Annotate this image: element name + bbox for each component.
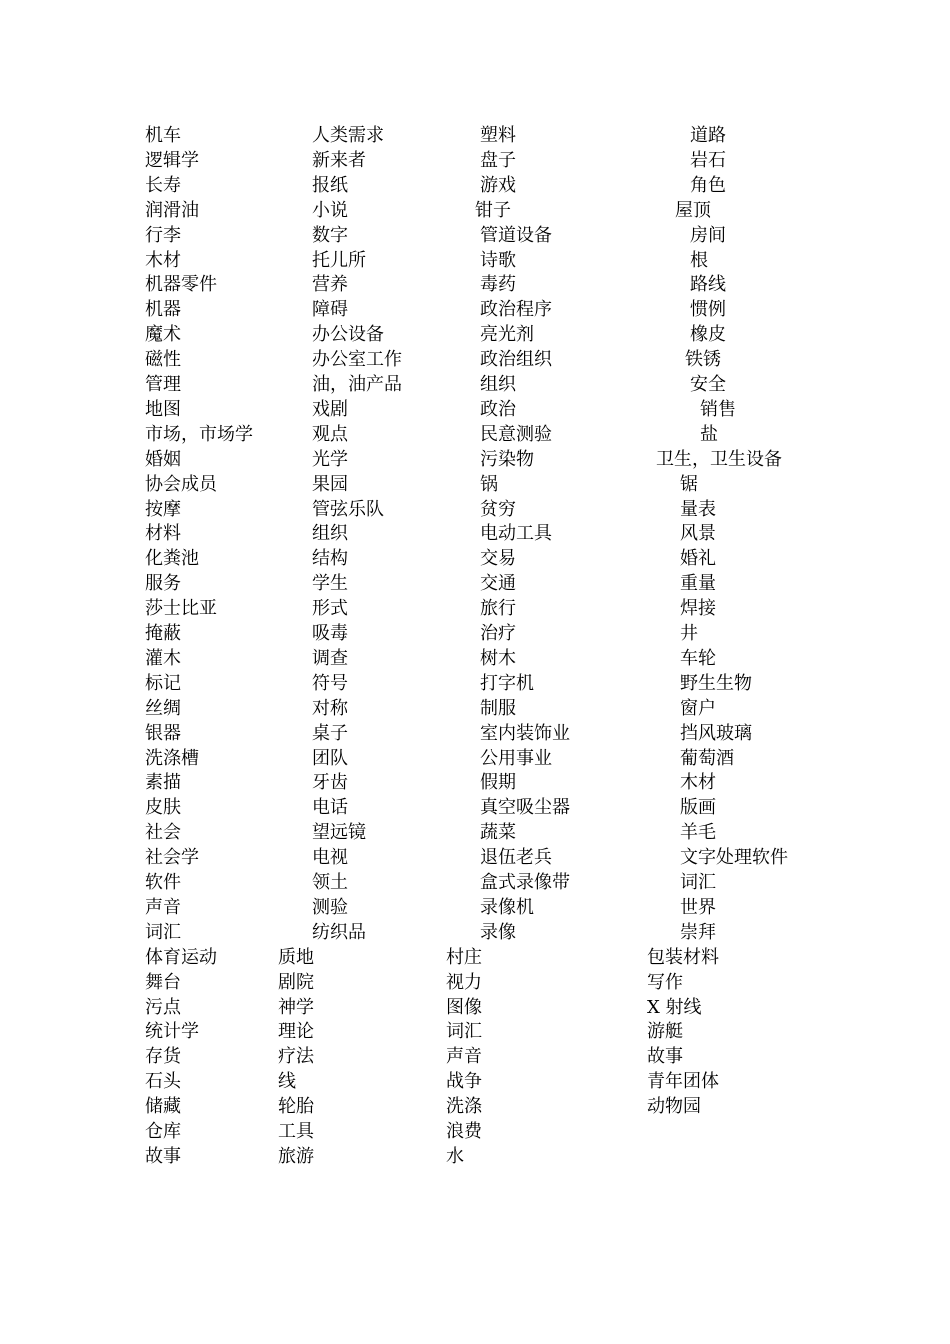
word-cell: 魔术 xyxy=(145,324,181,346)
word-cell: 文字处理软件 xyxy=(680,847,788,869)
word-cell: 调查 xyxy=(312,647,348,669)
word-cell: 协会成员 xyxy=(145,473,217,495)
word-cell: 吸毒 xyxy=(312,623,348,644)
word-cell: 领土 xyxy=(312,872,348,893)
word-cell: 对称 xyxy=(312,697,348,719)
word-cell: 塑料 xyxy=(480,125,516,146)
word-cell: 交通 xyxy=(480,573,516,595)
word-cell: 声音 xyxy=(145,896,181,918)
word-cell: 政治组织 xyxy=(480,349,552,371)
word-cell: 动物园 xyxy=(647,1096,701,1118)
word-row xyxy=(0,398,950,423)
word-cell: 销售 xyxy=(700,398,736,420)
word-row xyxy=(0,647,950,672)
word-row xyxy=(0,971,950,996)
word-cell: 版画 xyxy=(680,797,716,819)
word-row xyxy=(0,1095,950,1120)
word-cell: 锅 xyxy=(480,473,498,495)
word-cell: 洗涤槽 xyxy=(145,747,199,769)
word-cell: 井 xyxy=(680,623,698,644)
word-cell: 疗法 xyxy=(278,1046,314,1068)
word-cell: 仓库 xyxy=(145,1121,181,1142)
word-row xyxy=(0,771,950,796)
word-cell: 污点 xyxy=(145,996,181,1018)
word-cell: 管弦乐队 xyxy=(312,498,384,520)
word-row xyxy=(0,348,950,373)
word-cell: 岩石 xyxy=(690,149,726,171)
word-cell: 结构 xyxy=(312,548,348,570)
word-cell: 房间 xyxy=(690,224,726,246)
word-row xyxy=(0,522,950,547)
word-row xyxy=(0,846,950,871)
word-cell: 盒式录像带 xyxy=(480,872,570,893)
word-row xyxy=(0,1020,950,1045)
word-cell: 车轮 xyxy=(680,647,716,669)
word-cell: 团队 xyxy=(312,747,348,769)
word-cell: 桌子 xyxy=(312,722,348,744)
word-cell: 室内装饰业 xyxy=(480,722,570,744)
word-cell: 剧院 xyxy=(278,971,314,993)
word-row xyxy=(0,1145,950,1170)
word-cell: 毒药 xyxy=(480,274,516,296)
word-cell: X 射线 xyxy=(647,996,702,1018)
word-cell: 按摩 xyxy=(145,498,181,520)
word-cell: 盘子 xyxy=(480,149,516,171)
word-cell: 木材 xyxy=(145,249,181,271)
word-cell: 电话 xyxy=(312,797,348,819)
word-cell: 管道设备 xyxy=(480,224,552,246)
word-cell: 木材 xyxy=(680,772,716,794)
word-cell: 符号 xyxy=(312,672,348,694)
word-cell: 蔬菜 xyxy=(480,822,516,844)
word-cell: 风景 xyxy=(680,523,716,545)
word-cell: 锯 xyxy=(680,473,698,495)
word-cell: 制服 xyxy=(480,697,516,719)
word-cell: 托儿所 xyxy=(312,249,366,271)
word-cell: 莎士比亚 xyxy=(145,598,217,620)
word-cell: 葡萄酒 xyxy=(680,747,734,769)
word-cell: 野生生物 xyxy=(680,672,752,694)
word-cell: 学生 xyxy=(312,573,348,595)
word-cell: 打字机 xyxy=(480,672,534,694)
word-cell: 焊接 xyxy=(680,598,716,620)
word-cell: 磁性 xyxy=(145,349,181,371)
word-cell: 掩蔽 xyxy=(145,623,181,644)
word-cell: 轮胎 xyxy=(278,1096,314,1118)
word-cell: 洗涤 xyxy=(446,1096,482,1118)
word-cell: 办公室工作 xyxy=(312,349,402,371)
word-cell: 卫生，卫生设备 xyxy=(656,448,782,470)
word-cell: 机车 xyxy=(145,125,181,146)
word-row xyxy=(0,871,950,896)
word-row xyxy=(0,946,950,971)
word-cell: 行李 xyxy=(145,224,181,246)
word-cell: 盐 xyxy=(700,423,718,445)
word-row xyxy=(0,547,950,572)
word-cell: 婚姻 xyxy=(145,448,181,470)
word-cell: 挡风玻璃 xyxy=(680,722,752,744)
word-cell: 电视 xyxy=(312,847,348,869)
word-cell: 诗歌 xyxy=(480,249,516,271)
word-cell: 人类需求 xyxy=(312,125,384,146)
word-cell: 组织 xyxy=(480,374,516,395)
word-cell: 量表 xyxy=(680,498,716,520)
word-cell: 石头 xyxy=(145,1071,181,1093)
word-cell: 惯例 xyxy=(690,299,726,321)
word-row xyxy=(0,1045,950,1070)
word-cell: 素描 xyxy=(145,772,181,794)
word-cell: 报纸 xyxy=(312,174,348,196)
word-cell: 果园 xyxy=(312,473,348,495)
word-cell: 树木 xyxy=(480,647,516,669)
word-cell: 词汇 xyxy=(680,872,716,893)
word-cell: 道路 xyxy=(690,125,726,146)
word-row xyxy=(0,821,950,846)
word-cell: 机器 xyxy=(145,299,181,321)
word-cell: 图像 xyxy=(446,996,482,1018)
word-cell: 小说 xyxy=(312,199,348,221)
word-cell: 路线 xyxy=(690,274,726,296)
word-cell: 视力 xyxy=(446,971,482,993)
word-cell: 婚礼 xyxy=(680,548,716,570)
word-row xyxy=(0,298,950,323)
word-cell: 理论 xyxy=(278,1021,314,1043)
word-cell: 橡皮 xyxy=(690,324,726,346)
word-cell: 角色 xyxy=(690,174,726,196)
word-cell: 质地 xyxy=(278,946,314,968)
word-cell: 统计学 xyxy=(145,1021,199,1043)
word-cell: 世界 xyxy=(680,896,716,918)
word-cell: 故事 xyxy=(647,1046,683,1068)
word-cell: 词汇 xyxy=(446,1021,482,1043)
word-row xyxy=(0,672,950,697)
word-cell: 地图 xyxy=(145,398,181,420)
word-cell: 浪费 xyxy=(446,1121,482,1142)
word-cell: 录像机 xyxy=(480,896,534,918)
word-cell: 亮光剂 xyxy=(480,324,534,346)
word-cell: 写作 xyxy=(647,971,683,993)
word-cell: 材料 xyxy=(145,523,181,545)
word-cell: 钳子 xyxy=(475,199,511,221)
word-row xyxy=(0,323,950,348)
word-row xyxy=(0,796,950,821)
word-cell: 软件 xyxy=(145,872,181,893)
word-cell: 民意测验 xyxy=(480,423,552,445)
word-row xyxy=(0,747,950,772)
word-cell: 游戏 xyxy=(480,174,516,196)
word-cell: 戏剧 xyxy=(312,398,348,420)
word-row xyxy=(0,224,950,249)
word-cell: 羊毛 xyxy=(680,822,716,844)
word-cell: 灌木 xyxy=(145,647,181,669)
word-cell: 屋顶 xyxy=(675,199,711,221)
word-row xyxy=(0,448,950,473)
word-cell: 形式 xyxy=(312,598,348,620)
word-cell: 村庄 xyxy=(446,946,482,968)
word-cell: 社会学 xyxy=(145,847,199,869)
word-row xyxy=(0,996,950,1021)
word-cell: 服务 xyxy=(145,573,181,595)
word-row xyxy=(0,273,950,298)
word-row xyxy=(0,423,950,448)
word-row xyxy=(0,124,950,149)
word-cell: 望远镜 xyxy=(312,822,366,844)
word-cell: 社会 xyxy=(145,822,181,844)
word-cell: 录像 xyxy=(480,921,516,943)
word-cell: 声音 xyxy=(446,1046,482,1068)
word-row xyxy=(0,373,950,398)
word-row xyxy=(0,249,950,274)
word-cell: 体育运动 xyxy=(145,946,217,968)
word-cell: 测验 xyxy=(312,896,348,918)
word-cell: 存货 xyxy=(145,1046,181,1068)
word-cell: 窗户 xyxy=(680,697,716,719)
word-cell: 政治 xyxy=(480,398,516,420)
word-cell: 安全 xyxy=(690,374,726,395)
word-cell: 机器零件 xyxy=(145,274,217,296)
word-cell: 旅游 xyxy=(278,1145,314,1167)
word-cell: 储藏 xyxy=(145,1096,181,1118)
word-cell: 治疗 xyxy=(480,623,516,644)
word-cell: 根 xyxy=(690,249,708,271)
word-cell: 光学 xyxy=(312,448,348,470)
word-row xyxy=(0,199,950,224)
word-cell: 战争 xyxy=(446,1071,482,1093)
word-cell: 神学 xyxy=(278,996,314,1018)
word-row xyxy=(0,722,950,747)
word-cell: 污染物 xyxy=(480,448,534,470)
word-cell: 管理 xyxy=(145,374,181,395)
word-cell: 工具 xyxy=(278,1121,314,1142)
word-cell: 组织 xyxy=(312,523,348,545)
word-cell: 营养 xyxy=(312,274,348,296)
word-cell: 假期 xyxy=(480,772,516,794)
word-row xyxy=(0,1070,950,1095)
word-row xyxy=(0,597,950,622)
word-cell: 逻辑学 xyxy=(145,149,199,171)
word-cell: 公用事业 xyxy=(480,747,552,769)
word-cell: 观点 xyxy=(312,423,348,445)
word-cell: 政治程序 xyxy=(480,299,552,321)
word-cell: 纺织品 xyxy=(312,921,366,943)
word-cell: 油，油产品 xyxy=(312,374,402,395)
word-cell: 线 xyxy=(278,1071,296,1093)
word-row xyxy=(0,697,950,722)
word-cell: 皮肤 xyxy=(145,797,181,819)
word-cell: 办公设备 xyxy=(312,324,384,346)
word-cell: 交易 xyxy=(480,548,516,570)
word-cell: 市场，市场学 xyxy=(145,423,253,445)
word-cell: 长寿 xyxy=(145,174,181,196)
word-cell: 电动工具 xyxy=(480,523,552,545)
word-cell: 真空吸尘器 xyxy=(480,797,570,819)
word-row xyxy=(0,572,950,597)
word-cell: 新来者 xyxy=(312,149,366,171)
word-cell: 水 xyxy=(446,1145,464,1167)
word-cell: 丝绸 xyxy=(145,697,181,719)
word-row xyxy=(0,174,950,199)
word-cell: 贫穷 xyxy=(480,498,516,520)
word-row xyxy=(0,149,950,174)
word-row xyxy=(0,896,950,921)
word-cell: 崇拜 xyxy=(680,921,716,943)
word-row xyxy=(0,498,950,523)
word-cell: 旅行 xyxy=(480,598,516,620)
word-cell: 牙齿 xyxy=(312,772,348,794)
word-row xyxy=(0,622,950,647)
word-cell: 包装材料 xyxy=(647,946,719,968)
word-row xyxy=(0,1120,950,1145)
word-cell: 标记 xyxy=(145,672,181,694)
word-cell: 化粪池 xyxy=(145,548,199,570)
word-cell: 润滑油 xyxy=(145,199,199,221)
word-cell: 故事 xyxy=(145,1145,181,1167)
word-cell: 数字 xyxy=(312,224,348,246)
word-cell: 退伍老兵 xyxy=(480,847,552,869)
word-row xyxy=(0,473,950,498)
word-cell: 障碍 xyxy=(312,299,348,321)
word-cell: 词汇 xyxy=(145,921,181,943)
word-cell: 游艇 xyxy=(647,1021,683,1043)
word-cell: 铁锈 xyxy=(685,349,721,371)
word-cell: 重量 xyxy=(680,573,716,595)
word-cell: 青年团体 xyxy=(647,1071,719,1093)
word-cell: 舞台 xyxy=(145,971,181,993)
word-row xyxy=(0,921,950,946)
word-cell: 银器 xyxy=(145,722,181,744)
